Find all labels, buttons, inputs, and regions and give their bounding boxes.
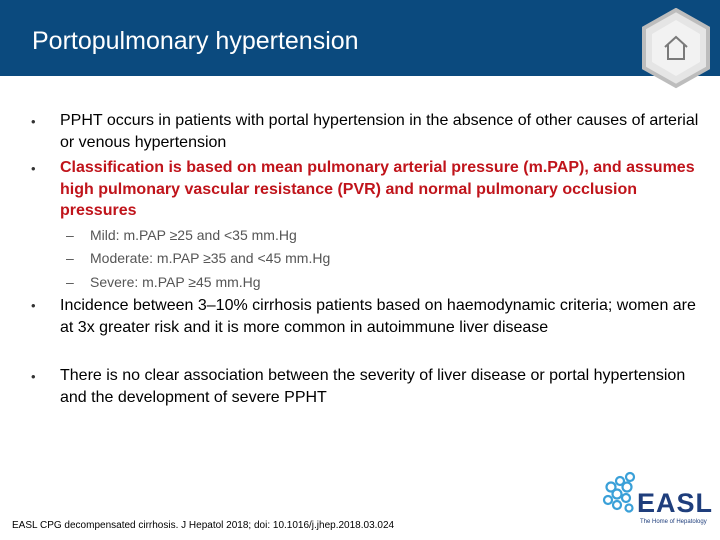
logo-tagline: The Home of Hepatology [640,519,707,525]
sub-bullet-text: Severe: m.PAP ≥45 mm.Hg [90,274,261,290]
sub-bullet-text: Moderate: m.PAP ≥35 and <45 mm.Hg [90,250,331,266]
sub-bullet-marker: – [66,227,74,243]
page-title: Portopulmonary hypertension [32,27,359,55]
bullet-text: There is no clear association between the severity of liver disease or portal hypertension and the development of severe PPHT [60,367,686,406]
sub-bullet-marker: – [66,274,74,290]
sub-bullet-text: Mild: m.PAP ≥25 and <35 mm.Hg [90,227,297,243]
bullet-marker: • [31,298,36,313]
citation-footnote: EASL CPG decompensated cirrhosis. J Hepatol 2018; doi: 10.1016/j.jhep.2018.03.024 [12,520,395,531]
bullet-text-emphasis: Classification is based on mean pulmonary arterial pressure (m.PAP), and assumes high pulmonary vascular resistance (PVR) and normal pulmonary occlusion pressures [60,159,695,219]
bullet-marker: • [31,114,36,129]
sub-bullet-marker: – [66,250,74,266]
bullet-text: PPHT occurs in patients with portal hypertension in the absence of other causes of arterial or venous hypertension [60,112,699,151]
bullet-text: Incidence between 3–10% cirrhosis patients based on haemodynamic criteria; women are at 3x greater risk and it is more common in autoimmune liver disease [60,297,696,336]
easl-logo [600,470,715,530]
bullet-marker: • [31,161,36,176]
home-button[interactable] [638,8,714,90]
logo-wordmark: EASL [637,488,714,518]
easl-dots-icon [600,470,640,515]
home-icon [638,8,714,90]
bullet-marker: • [31,369,36,384]
